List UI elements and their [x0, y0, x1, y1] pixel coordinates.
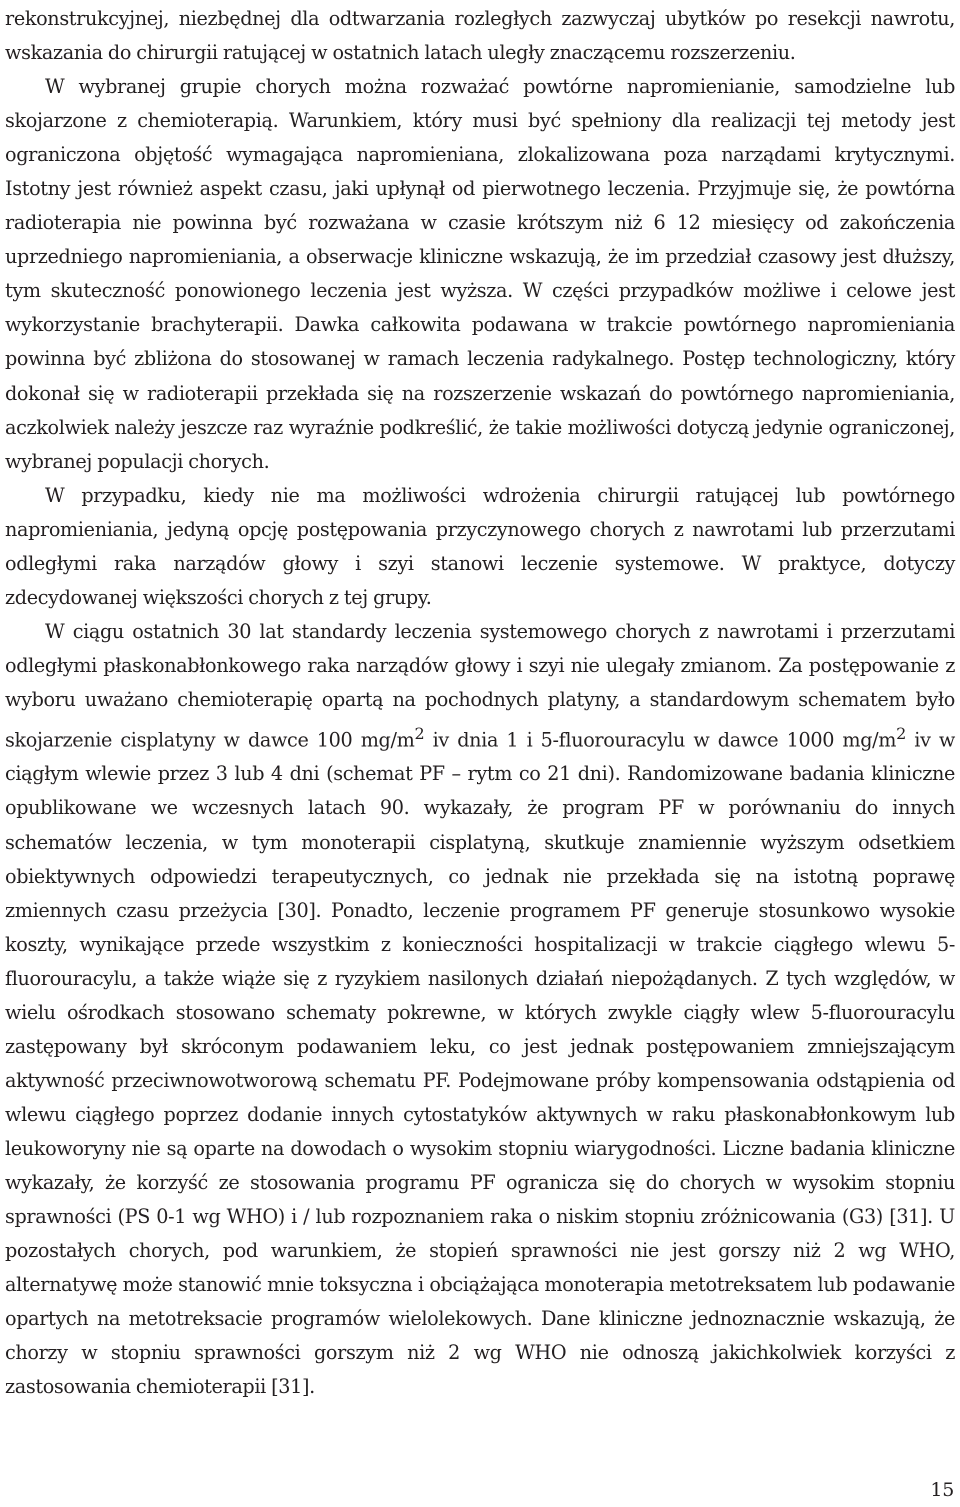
paragraph-4 — [5, 615, 955, 1404]
paragraph-4-text-2: iv dnia 1 i 5-fluorouracylu w dawce 1000 mg/m — [424, 728, 897, 752]
paragraph-2: W wybranej grupie chorych można rozważać powtórne napromienianie, samodzielne lub skojarzone z chemioterapią. Warunkiem, który musi być spełniony dla realizacji tej metody jest ograniczona objętość wymagająca napromieniana, zlokalizowana poza narządami krytycznymi. Istotny jest również aspekt czasu, jaki upłynął od pierwotnego leczenia. Przyjmuje się, że powtórna radioterapia nie powinna być rozważana w czasie krótszym niż 6 12 miesięcy od zakończenia uprzedniego napromieniania, a obserwacje kliniczne wskazują, że im przedział czasowy jest dłuższy, tym skuteczność ponowionego leczenia jest wyższa. W części przypadków możliwe i celowe jest wykorzystanie brachyterapii. Dawka całkowita podawana w trakcie powtórnego napromieniania powinna być zbliżona do stosowanej w ramach leczenia radykalnego. Postęp technologiczny, który dokonał się w radioterapii przekłada się na rozszerzenie wskazań do powtórnego napromieniania, aczkolwiek należy jeszcze raz wyraźnie podkreślić, że takie możliwości dotyczą jedynie ograniczonej, wybranej populacji chorych. — [5, 75, 955, 473]
superscript-1: 2 — [414, 723, 425, 743]
paragraph-3: W przypadku, kiedy nie ma możliwości wdrożenia chirurgii ratującej lub powtórnego napromieniania, jedyną opcję postępowania przyczynowego chorych z nawrotami lub przerzutami odległymi raka narządów głowy i szyi stanowi leczenie systemowe. W praktyce, dotyczy zdecydowanej większości chorych z tej grupy. — [5, 483, 955, 609]
paragraph-1: rekonstrukcyjnej, niezbędnej dla odtwarzania rozległych zazwyczaj ubytków po resekcji nawrotu, wskazania do chirurgii ratującej w ostatnich latach uległy znaczącemu rozszerzeniu. — [5, 7, 955, 65]
paragraph-4-text-1: W ciągu ostatnich 30 lat standardy leczenia systemowego chorych z nawrotami i przerzutami odległymi płaskonabłonkowego raka narządów głowy i szyi nie ulegały zmianom. Za postępowanie z wyboru uważano chemioterapię opartą na pochodnych platyny, a standardowym schematem było skojarzenie cisplatyny w dawce 100 mg/m — [5, 619, 955, 752]
paragraph-4-text-3: iv w ciągłym wlewie przez 3 lub 4 dni (schemat PF – rytm co 21 dni). Randomizowane badania kliniczne opublikowane we wczesnych latach 90. wykazały, że program PF w porównaniu do innych schematów leczenia, w tym monoterapii cisplatyną, skutkuje znamiennie wyższym odsetkiem obiektywnych odpowiedzi terapeutycznych, co jednak nie przekłada się na istotną poprawę zmiennych czasu przeżycia [30]. Ponadto, leczenie programem PF generuje stosunkowo wysokie koszty, wynikające przede wszystkim z konieczności hospitalizacji w trakcie ciągłego wlewu 5-fluorouracylu, a także wiąże się z ryzykiem nasilonych działań niepożądanych. Z tych względów, w wielu ośrodkach stosowano schematy pokrewne, w których zwykle ciągły wlew 5-fluorouracylu zastępowany był skróconym podawaniem leku, co jest jednak postępowaniem zmniejszającym aktywność przeciwnowotworową schematu PF. Podejmowane próby kompensowania odstąpienia od wlewu ciągłego poprzez dodanie innych cytostatyków aktywnych w raku płaskonabłonkowym lub leukoworyny nie są oparte na dowodach o wysokim stopniu wiarygodności. Liczne badania kliniczne wykazały, że korzyść ze stosowania programu PF ogranicza się do chorych w wysokim stopniu sprawności (PS 0-1 wg WHO) i / lub rozpoznaniem raka o niskim stopniu zróżnicowania (G3) [31]. U pozostałych chorych, pod warunkiem, że stopień sprawności nie jest gorszy niż 2 wg WHO, alternatywę może stanowić mnie toksyczna i obciążająca monoterapia metotreksatem lub podawanie opartych na metotreksacie programów wielolekowych. Dane kliniczne jednoznacznie wskazują, że chorzy w stopniu sprawności gorszym niż 2 wg WHO nie odnoszą jakichkolwiek korzyści z zastosowania chemioterapii [31]. — [5, 728, 955, 1399]
document-page — [5, 2, 955, 1404]
superscript-2: 2 — [896, 723, 906, 743]
page-number: 15 — [930, 1479, 954, 1501]
